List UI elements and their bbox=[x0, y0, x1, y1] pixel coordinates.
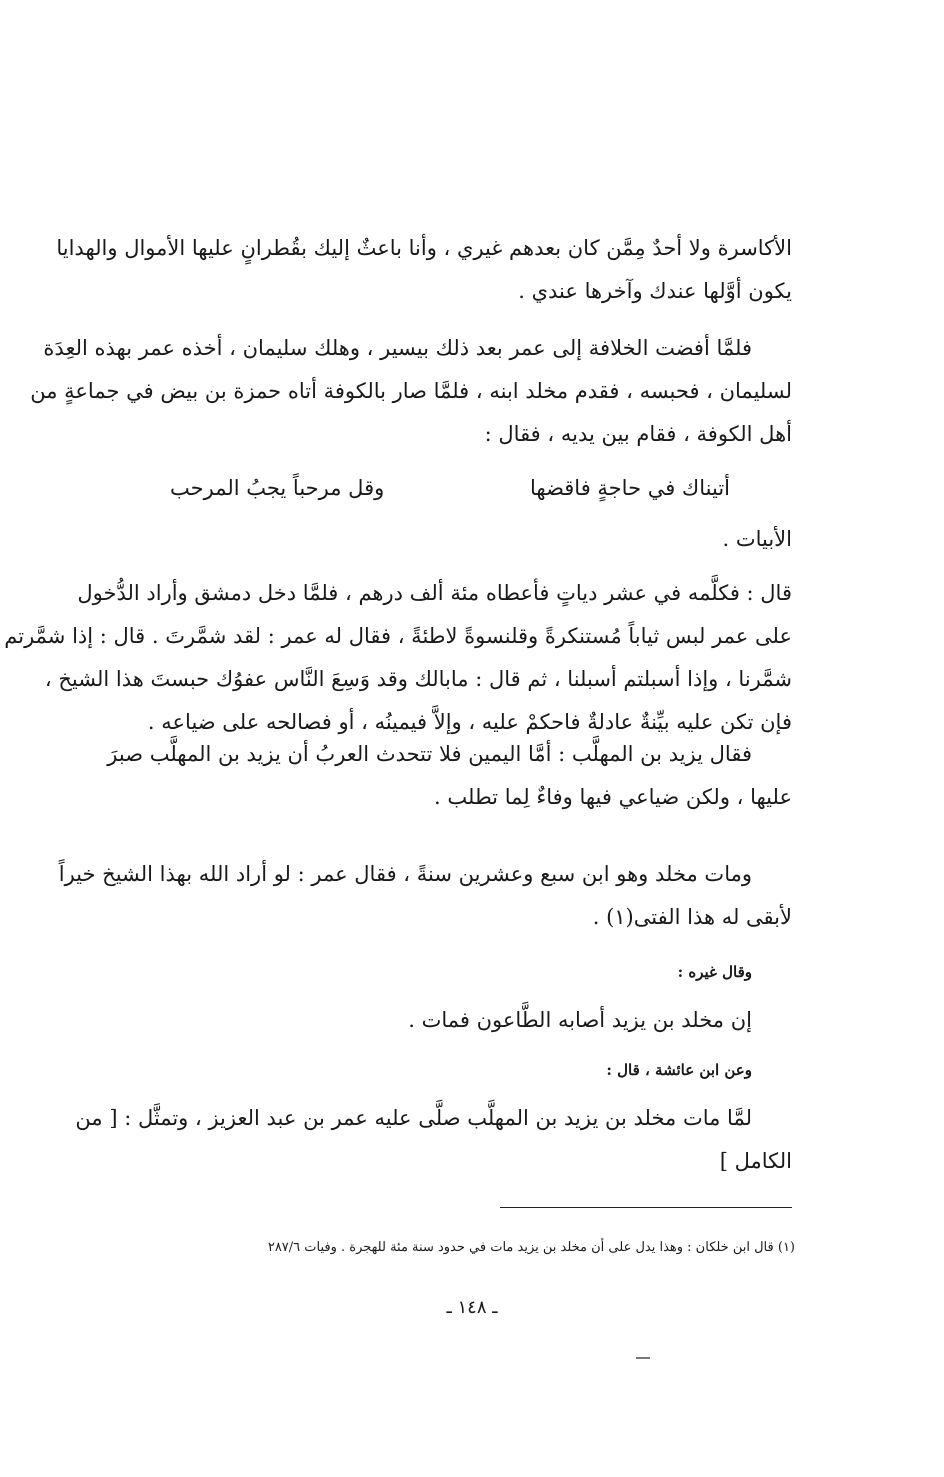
text-line: يكون أوَّلها عندك وآخرها عندي . bbox=[518, 279, 792, 303]
paragraph-verses-note bbox=[110, 518, 792, 561]
paragraph-4 bbox=[107, 733, 792, 819]
text-line: على عمر لبس ثياباً مُستنكرةً وقلنسوةً لاطئةً ، فقال له عمر : لقد شمَّرتَ . قال : إذا شمَّرتم bbox=[4, 624, 792, 648]
text-line: عليها ، ولكن ضياعي فيها وفاءٌ لِما تطلب . bbox=[434, 785, 792, 809]
paragraph-5 bbox=[58, 853, 792, 939]
text-line: أهل الكوفة ، فقام بين يديه ، فقال : bbox=[484, 422, 792, 446]
text-line: فقال يزيد بن المهلَّب : أمَّا اليمين فلا تتحدث العربُ أن يزيد بن المهلَّب صبرَ bbox=[107, 742, 752, 766]
paragraph-7 bbox=[75, 1097, 792, 1183]
page-number: ـ ١٤٨ ـ bbox=[446, 1297, 498, 1318]
text-line: فإن تكن عليه بيِّنةٌ عادلةٌ فاحكمْ عليه ، وإلاَّ فيمينُه ، أو فصالحه على ضياعه . bbox=[147, 710, 792, 734]
text-line: فلمَّا أفضت الخلافة إلى عمر بعد ذلك بيسير ، وهلك سليمان ، أخذه عمر بهذه العِدَة bbox=[43, 336, 752, 360]
narration-heading-1 bbox=[110, 957, 792, 987]
poetry-verse bbox=[170, 468, 730, 508]
text-line: الأبيات . bbox=[722, 527, 792, 551]
paragraph-2 bbox=[30, 327, 792, 456]
text-line: قال : فكلَّمه في عشر دياتٍ فأعطاه مئة ألف درهم ، فلمَّا دخل دمشق وأراد الدُّخول bbox=[77, 581, 792, 605]
subheading: وقال غيره : bbox=[677, 963, 752, 981]
footnote-separator bbox=[500, 1207, 792, 1208]
text-line: الأكاسرة ولا أحدٌ مِمَّن كان بعدهم غيري ، وأنا باعثٌ إليك بقُطرانٍ عليها الأموال والهدايا bbox=[56, 236, 792, 260]
text-line: ومات مخلد وهو ابن سبع وعشرين سنةً ، فقال عمر : لو أراد الله بهذا الشيخ خيراً bbox=[58, 862, 752, 886]
scan-mark bbox=[636, 1357, 650, 1359]
footnote: (١) قال ابن خلكان : وهذا يدل على أن مخلد بن يزيد مات في حدود سنة مئة للهجرة . وفيات ٢٨٧/٦ bbox=[267, 1240, 795, 1255]
text-line: لسليمان ، فحبسه ، فقدم مخلد ابنه ، فلمَّا صار بالكوفة أتاه حمزة بن بيض في جماعةٍ من bbox=[30, 379, 792, 403]
paragraph-3 bbox=[4, 572, 792, 744]
text-line: الكامل ] bbox=[719, 1149, 792, 1173]
text-line: لمَّا مات مخلد بن يزيد بن المهلَّب صلَّى عليه عمر بن عبد العزيز ، وتمثَّل : [ من bbox=[75, 1106, 752, 1130]
text-line: لأبقى له هذا الفتى(١) . bbox=[592, 905, 792, 929]
subheading: وعن ابن عائشة ، قال : bbox=[606, 1061, 752, 1079]
text-line: شمَّرنا ، وإذا أسبلتم أسبلنا ، ثم قال : مابالك وقد وَسِعَ النَّاس عفوُك حبستَ هذا الشيخ ، bbox=[44, 667, 792, 691]
verse-second-hemistich: وقل مرحباً يجبُ المرحب bbox=[170, 476, 385, 500]
text-line: إن مخلد بن يزيد أصابه الطَّاعون فمات . bbox=[408, 1008, 752, 1032]
narration-heading-2 bbox=[110, 1055, 792, 1085]
paragraph-6 bbox=[110, 999, 792, 1042]
verse-first-hemistich: أتيناك في حاجةٍ فاقضها bbox=[529, 476, 730, 500]
paragraph-1 bbox=[56, 227, 792, 313]
